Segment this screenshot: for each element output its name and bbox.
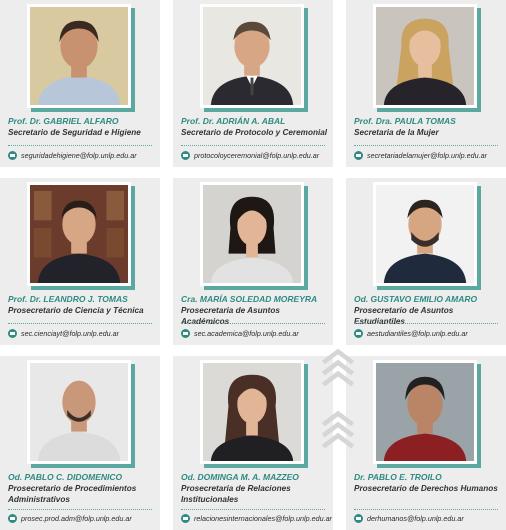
email-link[interactable] bbox=[8, 514, 132, 523]
person-role: Secretario de Seguridad e Higiene bbox=[8, 128, 141, 137]
chevron-up-decoration-icon bbox=[318, 408, 358, 454]
person-role: Secretario de Protocolo y Ceremonial bbox=[181, 128, 328, 137]
mail-icon bbox=[354, 151, 363, 160]
person-card bbox=[173, 178, 333, 345]
mail-icon bbox=[354, 329, 363, 338]
email-link[interactable] bbox=[354, 514, 464, 523]
email-link[interactable] bbox=[354, 329, 468, 338]
portrait-graphic bbox=[203, 185, 301, 283]
person-name: Od. DOMINGA M. A. MAZZEO bbox=[181, 472, 299, 482]
photo-frame bbox=[27, 182, 131, 286]
person-role: Prosecretario de Asuntos Estudiantiles bbox=[354, 306, 454, 326]
portrait-graphic bbox=[30, 185, 128, 283]
portrait-graphic bbox=[376, 185, 474, 283]
email-link[interactable] bbox=[181, 514, 332, 523]
email-text: prosec.prod.adm@folp.unlp.edu.ar bbox=[21, 514, 132, 523]
dotted-divider bbox=[8, 323, 152, 324]
portrait-photo bbox=[30, 7, 128, 105]
photo-frame bbox=[200, 360, 304, 464]
email-text: derhumanos@folp.unlp.edu.ar bbox=[367, 514, 464, 523]
email-text: seguridadehigiene@folp.unlp.edu.ar bbox=[21, 151, 137, 160]
person-name: Dr. PABLO E. TROILO bbox=[354, 472, 442, 482]
mail-icon bbox=[8, 514, 17, 523]
person-name: Od. PABLO C. DIDOMENICO bbox=[8, 472, 123, 482]
email-link[interactable] bbox=[354, 151, 487, 160]
mail-icon bbox=[8, 329, 17, 338]
person-name: Prof. Dra. PAULA TOMAS bbox=[354, 116, 456, 126]
person-name: Prof. Dr. GABRIEL ALFARO bbox=[8, 116, 119, 126]
portrait-graphic bbox=[30, 363, 128, 461]
dotted-divider bbox=[354, 323, 498, 324]
portrait-graphic bbox=[203, 363, 301, 461]
mail-icon bbox=[181, 151, 190, 160]
email-link[interactable] bbox=[181, 329, 299, 338]
dotted-divider bbox=[181, 509, 325, 510]
photo-frame bbox=[200, 182, 304, 286]
person-name: Cra. MARÍA SOLEDAD MOREYRA bbox=[181, 294, 318, 304]
person-role: Prosecretaria de Asuntos Académicos bbox=[181, 306, 280, 326]
portrait-graphic bbox=[376, 7, 474, 105]
dotted-divider bbox=[354, 509, 498, 510]
dotted-divider bbox=[181, 323, 325, 324]
person-card bbox=[0, 356, 160, 530]
person-card bbox=[173, 356, 333, 530]
portrait-photo bbox=[203, 363, 301, 461]
email-text: relacionesinternacionales@folp.unlp.edu.ar bbox=[194, 514, 332, 523]
person-name: Prof. Dr. ADRIÁN A. ABAL bbox=[181, 116, 286, 126]
portrait-photo bbox=[30, 185, 128, 283]
portrait-graphic bbox=[376, 363, 474, 461]
person-role: Prosecretario de Derechos Humanos bbox=[354, 484, 498, 493]
dotted-divider bbox=[181, 145, 325, 146]
email-text: secretariadelamujer@folp.unlp.edu.ar bbox=[367, 151, 487, 160]
email-text: aestudiantiles@folp.unlp.edu.ar bbox=[367, 329, 468, 338]
person-role: Prosecretario de Ciencia y Técnica bbox=[8, 306, 144, 315]
person-card bbox=[346, 178, 506, 345]
person-card bbox=[346, 0, 506, 167]
photo-frame bbox=[27, 360, 131, 464]
portrait-photo bbox=[203, 185, 301, 283]
dotted-divider bbox=[354, 145, 498, 146]
mail-icon bbox=[354, 514, 363, 523]
chevron-up-decoration-icon bbox=[318, 346, 358, 392]
mail-icon bbox=[8, 151, 17, 160]
person-name: Od. GUSTAVO EMILIO AMARO bbox=[354, 294, 478, 304]
person-card bbox=[0, 178, 160, 345]
photo-frame bbox=[200, 4, 304, 108]
email-link[interactable] bbox=[8, 329, 119, 338]
email-link[interactable] bbox=[181, 151, 319, 160]
email-text: sec.academica@folp.unlp.edu.ar bbox=[194, 329, 299, 338]
email-text: sec.cienciayt@folp.unlp.edu.ar bbox=[21, 329, 119, 338]
person-card bbox=[0, 0, 160, 167]
photo-frame bbox=[373, 4, 477, 108]
portrait-photo bbox=[376, 7, 474, 105]
person-card bbox=[346, 356, 506, 530]
portrait-photo bbox=[376, 363, 474, 461]
person-card bbox=[173, 0, 333, 167]
photo-frame bbox=[27, 4, 131, 108]
person-role: Prosecretaria de Relaciones Institucionales bbox=[181, 484, 291, 504]
photo-frame bbox=[373, 182, 477, 286]
person-name: Prof. Dr. LEANDRO J. TOMAS bbox=[8, 294, 128, 304]
mail-icon bbox=[181, 514, 190, 523]
portrait-graphic bbox=[203, 7, 301, 105]
mail-icon bbox=[181, 329, 190, 338]
email-link[interactable] bbox=[8, 151, 137, 160]
person-role: Prosecretario de Procedimientos Administrativos bbox=[8, 484, 137, 504]
person-role: Secretaria de la Mujer bbox=[354, 128, 439, 137]
portrait-graphic bbox=[30, 7, 128, 105]
portrait-photo bbox=[30, 363, 128, 461]
email-text: protocoloyceremonial@folp.unlp.edu.ar bbox=[194, 151, 320, 160]
dotted-divider bbox=[8, 145, 152, 146]
photo-frame bbox=[373, 360, 477, 464]
portrait-photo bbox=[203, 7, 301, 105]
portrait-photo bbox=[376, 185, 474, 283]
dotted-divider bbox=[8, 509, 152, 510]
